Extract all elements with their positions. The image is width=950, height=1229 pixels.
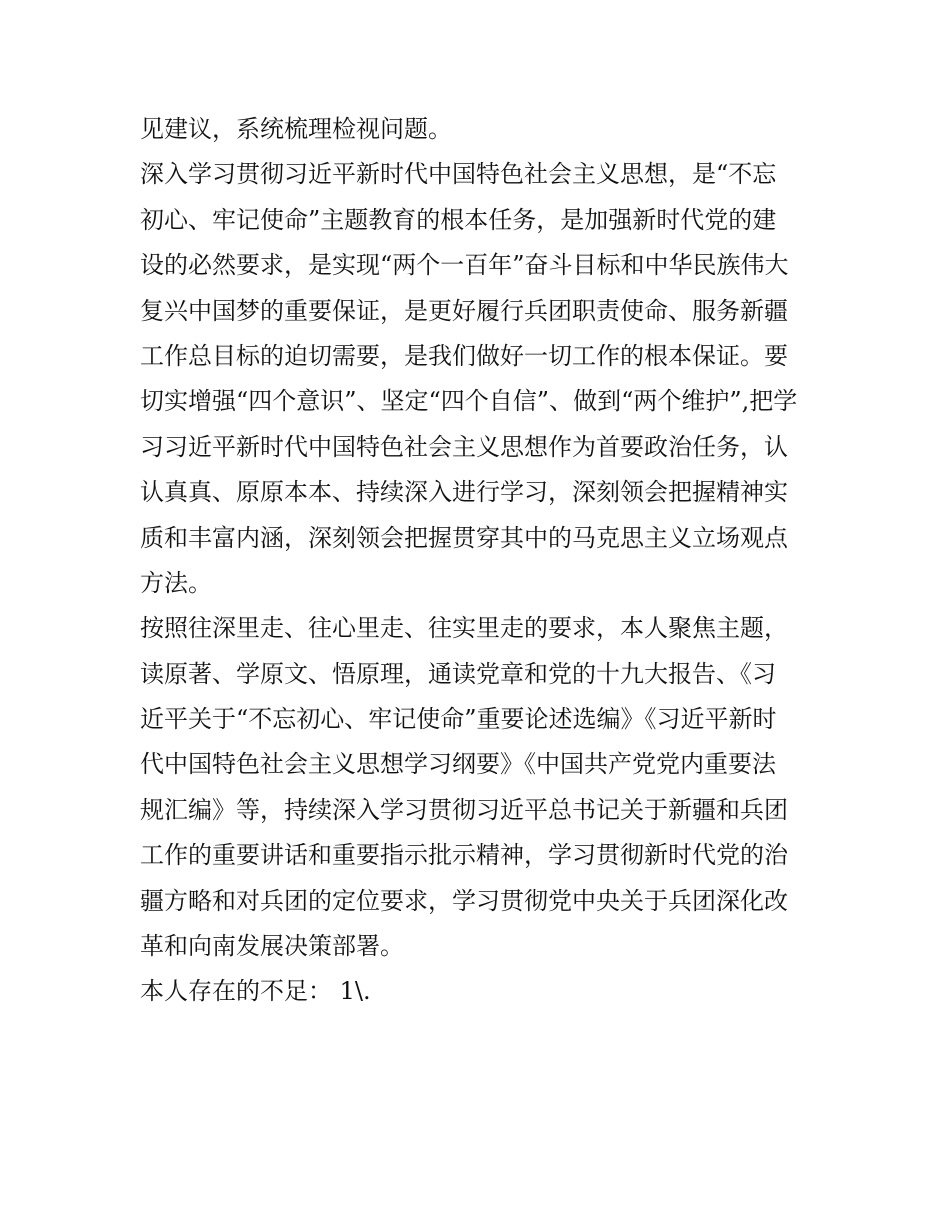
document-body: [140, 107, 820, 1015]
text-line: 近平关于“不忘初心、牢记使命”重要论述选编》《习近平新时: [140, 705, 777, 734]
text-line: 规汇编》等，持续深入学习贯彻习近平总书记关于新疆和兵团: [140, 795, 788, 824]
text-line: 工作总目标的迫切需要，是我们做好一切工作的根本保证。要: [140, 341, 788, 370]
text-line: 疆方略和对兵团的定位要求，学习贯彻党中央关于兵团深化改: [140, 886, 788, 915]
text-line: 方法。: [140, 568, 212, 597]
text-line: 深入学习贯彻习近平新时代中国特色社会主义思想，是“不忘: [140, 160, 777, 189]
text-line: 代中国特色社会主义思想学习纲要》《中国共产党党内重要法: [140, 750, 776, 779]
text-line: 设的必然要求，是实现“两个一百年”奋斗目标和中华民族伟大: [140, 251, 789, 280]
text-line: 见建议，系统梳理检视问题。: [140, 115, 452, 143]
text-line: 初心、牢记使命”主题教育的根本任务，是加强新时代党的建: [140, 205, 777, 234]
text-line: 习习近平新时代中国特色社会主义思想作为首要政治任务，认: [140, 432, 788, 461]
text-line: 复兴中国梦的重要保证，是更好履行兵团职责使命、服务新疆: [140, 296, 788, 325]
text-line: 切实增强“四个意识”、坚定“四个自信”、做到“两个维护”,把学: [140, 387, 798, 416]
text-line: 认真真、原原本本、持续深入进行学习，深刻领会把握精神实: [140, 478, 788, 507]
text-line: 读原著、学原文、悟原理，通读党章和党的十九大报告、《习: [140, 659, 776, 688]
text-line: 按照往深里走、往心里走、往实里走的要求，本人聚焦主题，: [140, 614, 788, 643]
text-line: 本人存在的不足： 1\.: [140, 977, 371, 1006]
text-line: 革和向南发展决策部署。: [140, 932, 404, 961]
text-line: 质和丰富内涵，深刻领会把握贯穿其中的马克思主义立场观点: [140, 523, 788, 552]
text-line: 工作的重要讲话和重要指示批示精神，学习贯彻新时代党的治: [140, 841, 788, 870]
